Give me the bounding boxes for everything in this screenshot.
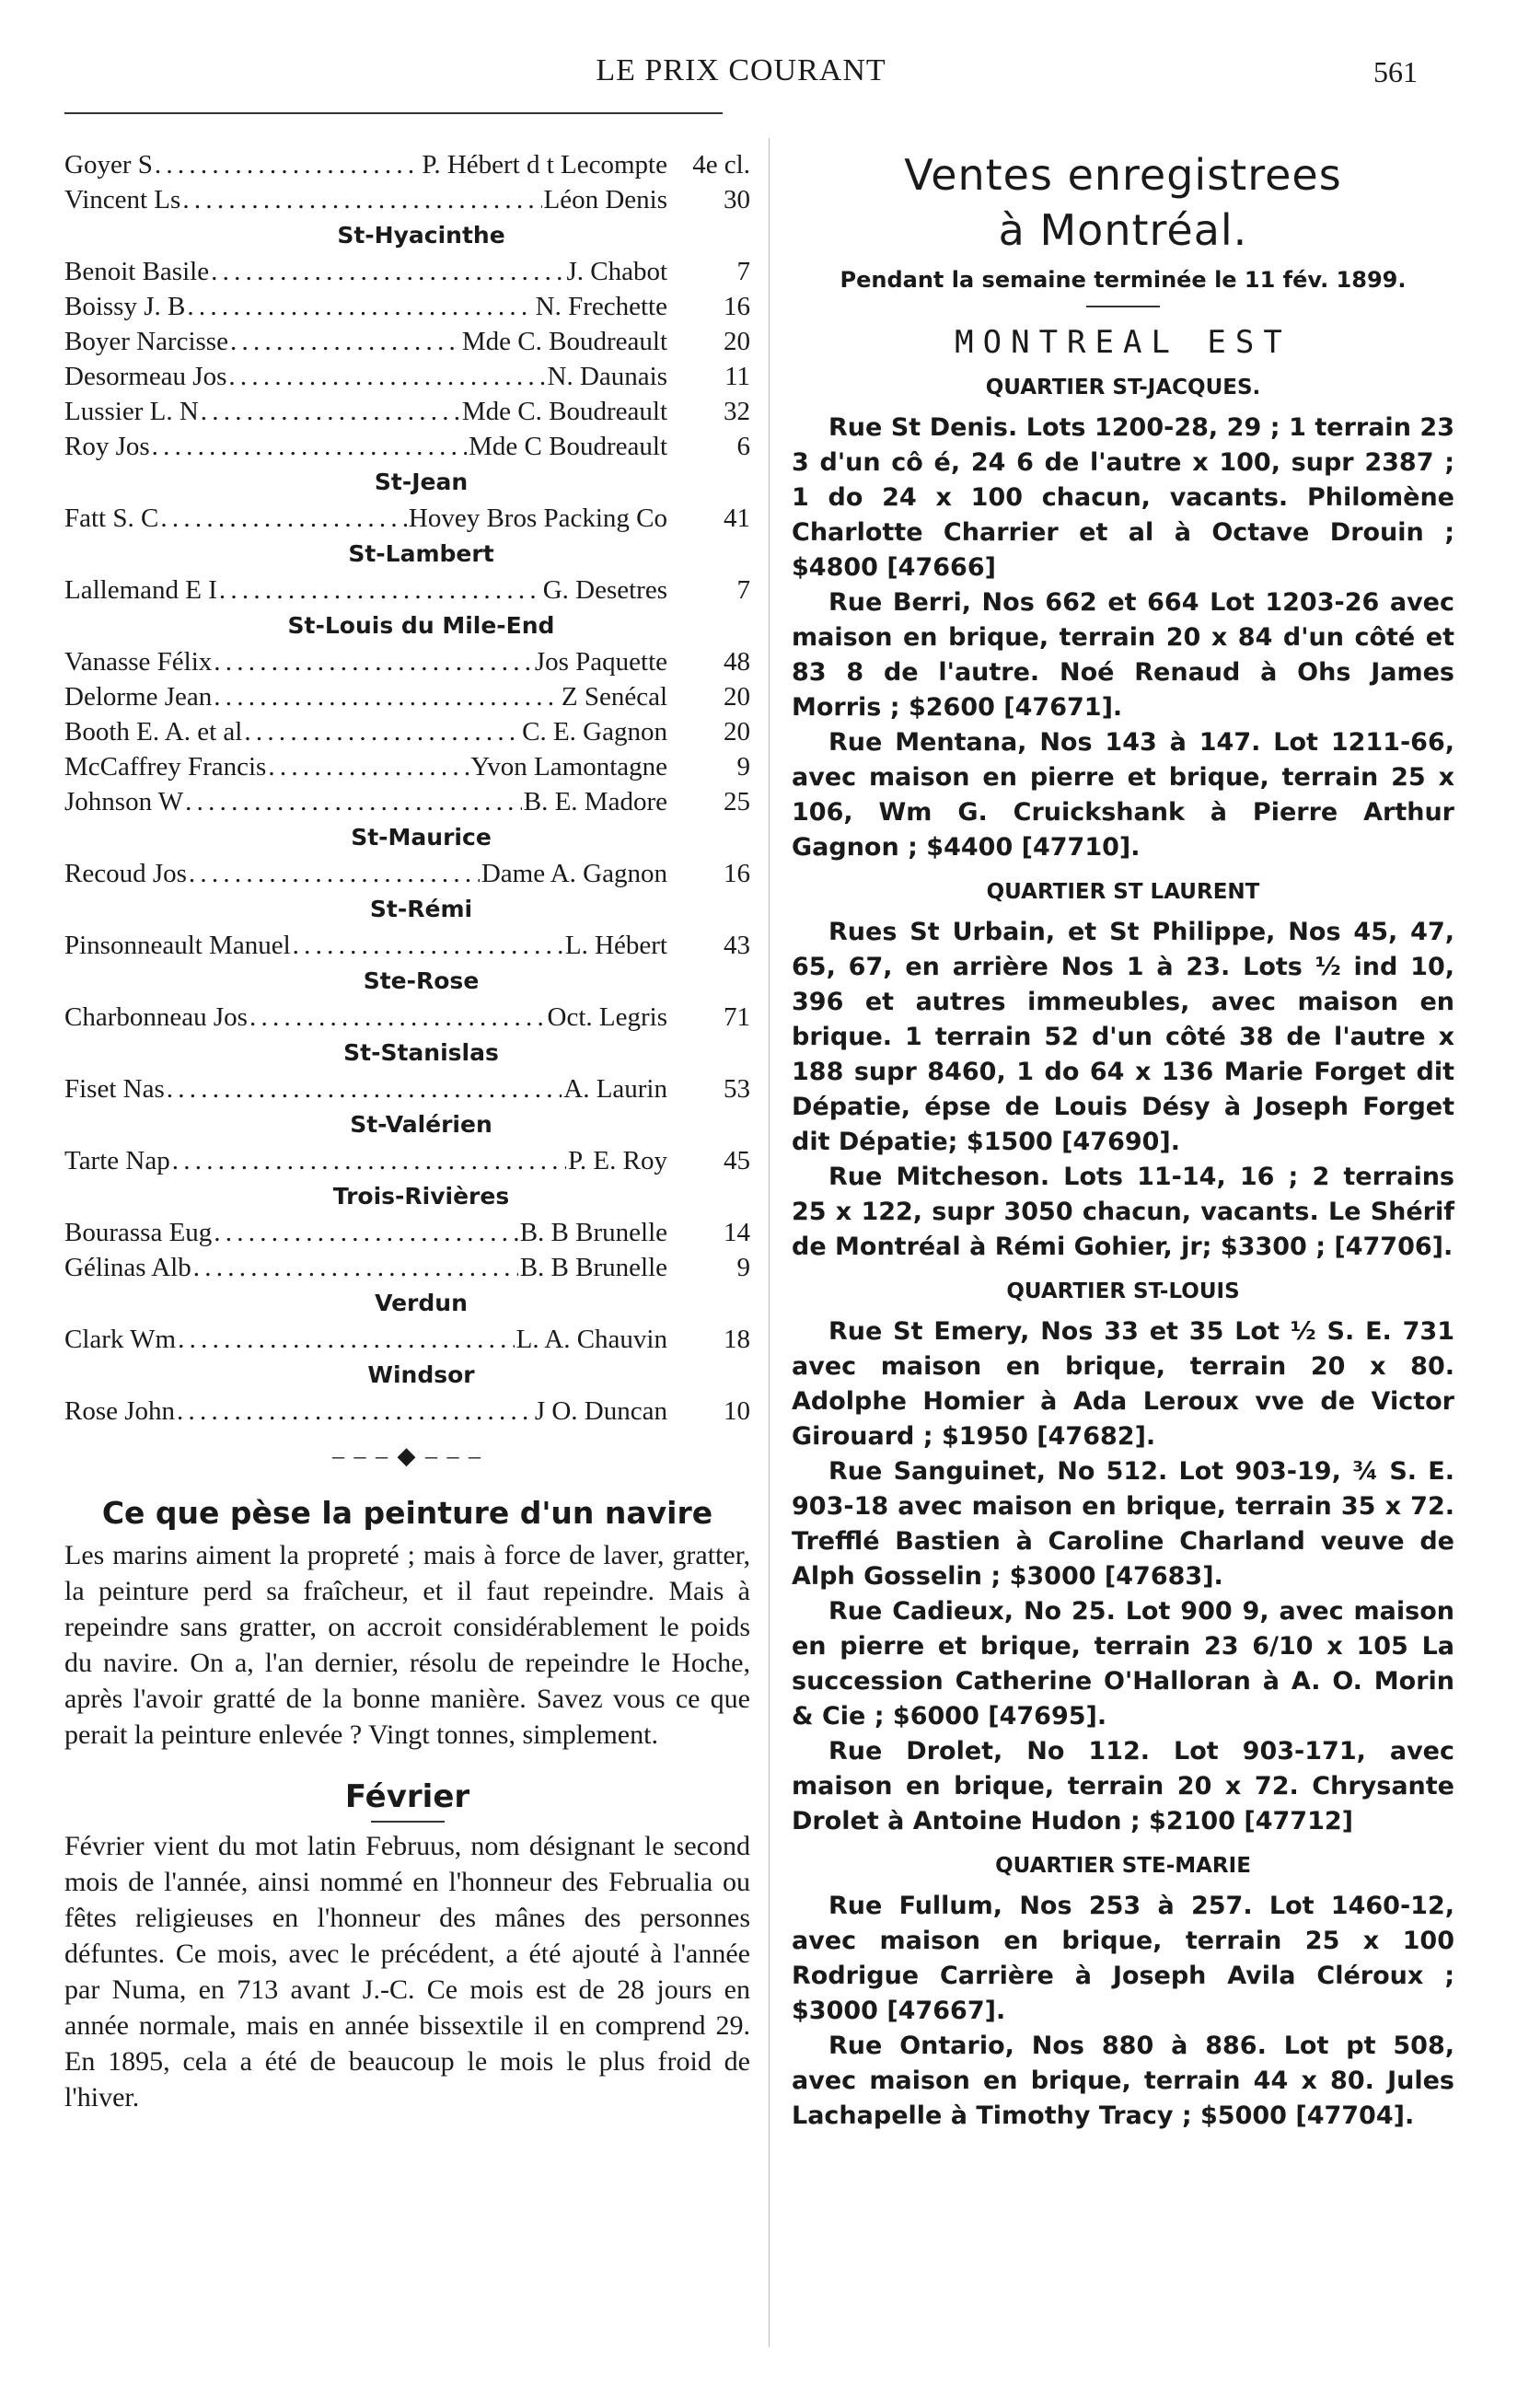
- entry-agent: N. Daunais: [547, 362, 667, 391]
- entry-agent: P. E. Roy: [568, 1146, 667, 1175]
- entry-agent: Mde C Boudreault: [469, 432, 667, 461]
- entry-name: Johnson W: [64, 787, 184, 816]
- ledger-entry: [64, 714, 750, 749]
- title-rule: [371, 1821, 445, 1823]
- entry-agent: J O. Duncan: [534, 1396, 667, 1426]
- entry-agent: L. Hébert: [564, 931, 667, 960]
- ventes-title-line2: à Montréal.: [998, 205, 1248, 255]
- entry-name: Delorme Jean: [64, 682, 213, 712]
- entry-amount: 71: [724, 1002, 750, 1032]
- place-heading: Trois-Rivières: [332, 1183, 510, 1210]
- ledger-list: [64, 147, 750, 1429]
- sale-entry: Rue Fullum, Nos 253 à 257. Lot 1460-12, avec maison en brique, terrain 25 x 100 Rodrigue Carrière à Joseph Avila Cléroux ; $3000 [47667].: [792, 1892, 1454, 2025]
- dot-leader: [178, 1322, 515, 1357]
- ledger-entry: [64, 359, 750, 394]
- entry-agent: B. B Brunelle: [519, 1253, 667, 1282]
- page-header: [64, 53, 1418, 99]
- place-heading: St-Rémi: [369, 896, 473, 922]
- ledger-entry: [64, 644, 750, 679]
- entry-name: Bourassa Eug: [64, 1218, 213, 1247]
- ledger-entry: [64, 324, 750, 359]
- entry-agent: N. Frechette: [535, 292, 667, 321]
- ledger-entry: [64, 429, 750, 464]
- dot-leader: [230, 324, 460, 359]
- ledger-entry: [64, 1250, 750, 1285]
- sale-entry: Rue Sanguinet, No 512. Lot 903-19, ¾ S. E. 903-18 avec maison en brique, terrain 35 x 72. Trefflé Bastien à Caroline Charland veuve de Alph Gosselin ; $3000 [47683].: [792, 1457, 1454, 1591]
- entry-name: Roy Jos: [64, 432, 150, 461]
- ledger-entry: [64, 1215, 750, 1250]
- dot-leader: [211, 254, 564, 289]
- quarter-heading: QUARTIER ST-LOUIS: [1006, 1279, 1240, 1303]
- page-number: 561: [1373, 55, 1418, 88]
- sale-entry: Rue St Denis. Lots 1200-28, 29 ; 1 terrain 23 3 d'un cô é, 24 6 de l'autre x 100, supr 2387 ; 1 do 24 x 100 chacun, vacants. Philomène Charlotte Charrier et al à Octave Drouin ; $4800 [47666]: [792, 413, 1454, 582]
- entry-amount: 4e cl.: [692, 150, 750, 179]
- sale-entry: Rue Berri, Nos 662 et 664 Lot 1203-26 avec maison en brique, terrain 20 x 84 d'un côté et 83 8 de l'autre. Noé Renaud à Ohs James Morris ; $2600 [47671].: [792, 588, 1454, 722]
- entry-agent: Jos Paquette: [534, 647, 667, 677]
- entry-amount: 11: [724, 362, 750, 391]
- dot-leader: [155, 147, 421, 182]
- sale-entry: Rue Cadieux, No 25. Lot 900 9, avec maison en pierre et brique, terrain 23 6/10 x 105 La succession Catherine O'Halloran à A. O. Morin & Cie ; $6000 [47695].: [792, 1597, 1454, 1731]
- dot-leader: [219, 573, 541, 608]
- ledger-entry: [64, 928, 750, 963]
- entry-agent: Dame A. Gagnon: [481, 859, 667, 888]
- entry-name: Rose John: [64, 1396, 176, 1426]
- dot-leader: [228, 359, 545, 394]
- entry-amount: 16: [724, 859, 750, 888]
- dot-leader: [214, 644, 533, 679]
- entry-name: Fatt S. C: [64, 504, 159, 533]
- entry-amount: 10: [724, 1396, 750, 1426]
- dot-leader: [249, 1000, 546, 1035]
- article-title-fevrier: Février: [344, 1778, 470, 1815]
- dot-leader: [160, 501, 407, 536]
- entry-amount: 32: [724, 397, 750, 426]
- dot-leader: [268, 749, 469, 784]
- entry-name: Desormeau Jos: [64, 362, 227, 391]
- entry-amount: 7: [736, 575, 750, 605]
- running-title: LE PRIX COURANT: [596, 53, 886, 87]
- entry-amount: 48: [724, 647, 750, 677]
- entry-name: Tarte Nap: [64, 1146, 170, 1175]
- ledger-entry: [64, 573, 750, 608]
- entry-agent: C. E. Gagnon: [522, 717, 667, 747]
- ledger-entry: [64, 679, 750, 714]
- ledger-entry: [64, 1000, 750, 1035]
- place-heading: Windsor: [367, 1361, 475, 1388]
- place-heading: St-Jean: [374, 469, 469, 495]
- entry-amount: 53: [724, 1074, 750, 1104]
- sale-entry: Rue St Emery, Nos 33 et 35 Lot ½ S. E. 731 avec maison en brique, terrain 20 x 80. Adolphe Homier à Ada Leroux vve de Victor Girouard ; $1950 [47682].: [792, 1317, 1454, 1451]
- place-heading: Ste-Rose: [363, 967, 480, 994]
- entry-agent: Yvon Lamontagne: [470, 752, 667, 781]
- sale-entry: Rue Ontario, Nos 880 à 886. Lot pt 508, avec maison en brique, terrain 44 x 80. Jules Lachapelle à Timothy Tracy ; $5000 [47704].: [792, 2032, 1454, 2130]
- dot-leader: [187, 289, 533, 324]
- entry-name: Gélinas Alb: [64, 1253, 191, 1282]
- ledger-entry: [64, 289, 750, 324]
- entry-name: Booth E. A. et al: [64, 717, 243, 747]
- entry-amount: 45: [724, 1146, 750, 1175]
- title-rule: [1086, 306, 1160, 307]
- entry-agent: B. E. Madore: [523, 787, 667, 816]
- entry-name: Boissy J. B: [64, 292, 186, 321]
- header-rule: [64, 112, 723, 114]
- entry-amount: 14: [724, 1218, 750, 1247]
- entry-amount: 9: [736, 752, 750, 781]
- entry-agent: B. B Brunelle: [519, 1218, 667, 1247]
- ledger-entry: [64, 1322, 750, 1357]
- ledger-entry: [64, 147, 750, 182]
- left-column: [64, 147, 750, 2115]
- entry-amount: 6: [736, 432, 750, 461]
- right-column: [792, 147, 1454, 2134]
- entry-amount: 30: [724, 185, 750, 214]
- entry-name: Vincent Ls: [64, 185, 181, 214]
- entry-name: Recoud Jos: [64, 859, 187, 888]
- entry-amount: 20: [724, 682, 750, 712]
- sale-entry: Rue Mentana, Nos 143 à 147. Lot 1211-66, avec maison en pierre et brique, terrain 25 x 106, Wm G. Cruickshank à Pierre Arthur Gagnon ; $4400 [47710].: [792, 728, 1454, 862]
- dot-leader: [189, 856, 480, 891]
- entry-amount: 20: [724, 717, 750, 747]
- entry-amount: 20: [724, 327, 750, 356]
- section-ornament: – – – ◆ – – –: [332, 1442, 482, 1469]
- entry-name: Lussier L. N: [64, 397, 199, 426]
- article-title-peinture: Ce que pèse la peinture d'un navire: [101, 1495, 713, 1531]
- entry-agent: Léon Denis: [543, 185, 667, 214]
- dot-leader: [177, 1394, 533, 1429]
- ledger-entry: [64, 784, 750, 819]
- dot-leader: [214, 1215, 517, 1250]
- place-heading: St-Hyacinthe: [337, 222, 505, 249]
- article-body-fevrier: Février vient du mot latin Februus, nom désignant le second mois de l'année, ainsi nommé en l'honneur des Februalia ou fêtes religieuses en l'honneur des mânes des personnes défuntes. Ce mois, avec le précédent, a été ajouté à l'année par Numa, en 713 avant J.-C. Ce mois est de 28 jours en année normale, mais en année bissextile il en comprend 29. En 1895, cela a été de beaucoup le mois le plus froid de l'hiver.: [64, 1831, 750, 2113]
- entry-name: Fiset Nas: [64, 1074, 165, 1104]
- entry-amount: 43: [724, 931, 750, 960]
- entry-name: Vanasse Félix: [64, 647, 213, 677]
- entry-agent: Mde C. Boudreault: [461, 327, 667, 356]
- ledger-entry: [64, 501, 750, 536]
- entry-agent: Mde C. Boudreault: [461, 397, 667, 426]
- dot-leader: [293, 928, 563, 963]
- entry-agent: A. Laurin: [563, 1074, 667, 1104]
- sale-entry: Rue Drolet, No 112. Lot 903-171, avec maison en brique, terrain 20 x 72. Chrysante Drolet à Antoine Hudon ; $2100 [47712]: [792, 1737, 1454, 1835]
- entry-agent: Z Senécal: [561, 682, 667, 712]
- entry-name: Pinsonneault Manuel: [64, 931, 291, 960]
- entry-amount: 16: [724, 292, 750, 321]
- entry-name: McCaffrey Francis: [64, 752, 267, 781]
- entry-amount: 7: [736, 257, 750, 286]
- dot-leader: [214, 679, 560, 714]
- place-heading: St-Louis du Mile-End: [287, 612, 555, 639]
- ventes-title-line1: Ventes enregistrees: [904, 150, 1342, 200]
- entry-amount: 25: [724, 787, 750, 816]
- entry-agent: J. Chabot: [566, 257, 667, 286]
- dot-leader: [201, 394, 460, 429]
- entry-agent: Hovey Bros Packing Co: [408, 504, 667, 533]
- place-heading: Verdun: [375, 1290, 468, 1316]
- entry-name: Goyer S: [64, 150, 153, 179]
- dot-leader: [152, 429, 467, 464]
- ledger-entry: [64, 254, 750, 289]
- dot-leader: [172, 1143, 566, 1178]
- entry-agent: Oct. Legris: [547, 1002, 667, 1032]
- dot-leader: [185, 784, 522, 819]
- quarter-heading: QUARTIER ST LAURENT: [986, 880, 1260, 904]
- entry-name: Boyer Narcisse: [64, 327, 228, 356]
- quarter-heading: QUARTIER ST-JACQUES.: [985, 376, 1261, 399]
- entry-name: Lallemand E I: [64, 575, 217, 605]
- entry-name: Charbonneau Jos: [64, 1002, 248, 1032]
- entry-amount: 9: [736, 1253, 750, 1282]
- entry-agent: G. Desetres: [542, 575, 667, 605]
- ventes-subtitle: Pendant la semaine terminée le 11 fév. 1899.: [840, 267, 1407, 293]
- ledger-entry: [64, 1071, 750, 1106]
- sale-entry: Rues St Urbain, et St Philippe, Nos 45, 47, 65, 67, en arrière Nos 1 à 23. Lots ½ ind 10, 396 et autres immeubles, avec maison en brique. 1 terrain 52 d'un côté 38 de l'autre x 188 supr 8460, 1 do 64 x 136 Marie Forget dit Dépatie, épse de Louis Désy à Joseph Forget dit Dépatie; $1500 [47690].: [792, 918, 1454, 1156]
- place-heading: St-Maurice: [351, 824, 492, 851]
- entry-amount: 41: [724, 504, 750, 533]
- quarters-list: [792, 376, 1454, 2134]
- ledger-entry: [64, 749, 750, 784]
- dot-leader: [182, 182, 541, 217]
- dot-leader: [244, 714, 520, 749]
- dot-leader: [167, 1071, 562, 1106]
- entry-name: Clark Wm: [64, 1325, 177, 1354]
- place-heading: St-Valérien: [350, 1111, 492, 1138]
- sale-entry: Rue Mitcheson. Lots 11-14, 16 ; 2 terrains 25 x 122, supr 3050 chacun, vacants. Le Shérif de Montréal à Rémi Gohier, jr; $3300 ; [47706].: [792, 1163, 1454, 1261]
- entry-amount: 18: [724, 1325, 750, 1354]
- district-heading: MONTREAL EST: [955, 324, 1292, 361]
- entry-agent: P. Hébert d t Lecompte: [422, 150, 667, 179]
- ledger-entry: [64, 1143, 750, 1178]
- ledger-entry: [64, 856, 750, 891]
- place-heading: St-Stanislas: [343, 1039, 499, 1066]
- ledger-entry: [64, 394, 750, 429]
- ledger-entry: [64, 1394, 750, 1429]
- column-divider: [769, 138, 770, 2347]
- article-body-peinture: Les marins aiment la propreté ; mais à force de laver, gratter, la peinture perd sa fraîcheur, et il faut repeindre. Mais à repeindre sans gratter, on accroit considérablement le poids du navire. On a, l'an dernier, résolu de repeindre le Hoche, après l'avoir gratté de la bonne manière. Savez vous ce que perait la peinture enlevée ? Vingt tonnes, simplement.: [64, 1540, 750, 1750]
- dot-leader: [193, 1250, 518, 1285]
- place-heading: St-Lambert: [348, 540, 494, 567]
- ledger-entry: [64, 182, 750, 217]
- entry-name: Benoit Basile: [64, 257, 210, 286]
- entry-agent: L. A. Chauvin: [515, 1325, 667, 1354]
- quarter-heading: QUARTIER STE-MARIE: [995, 1854, 1251, 1878]
